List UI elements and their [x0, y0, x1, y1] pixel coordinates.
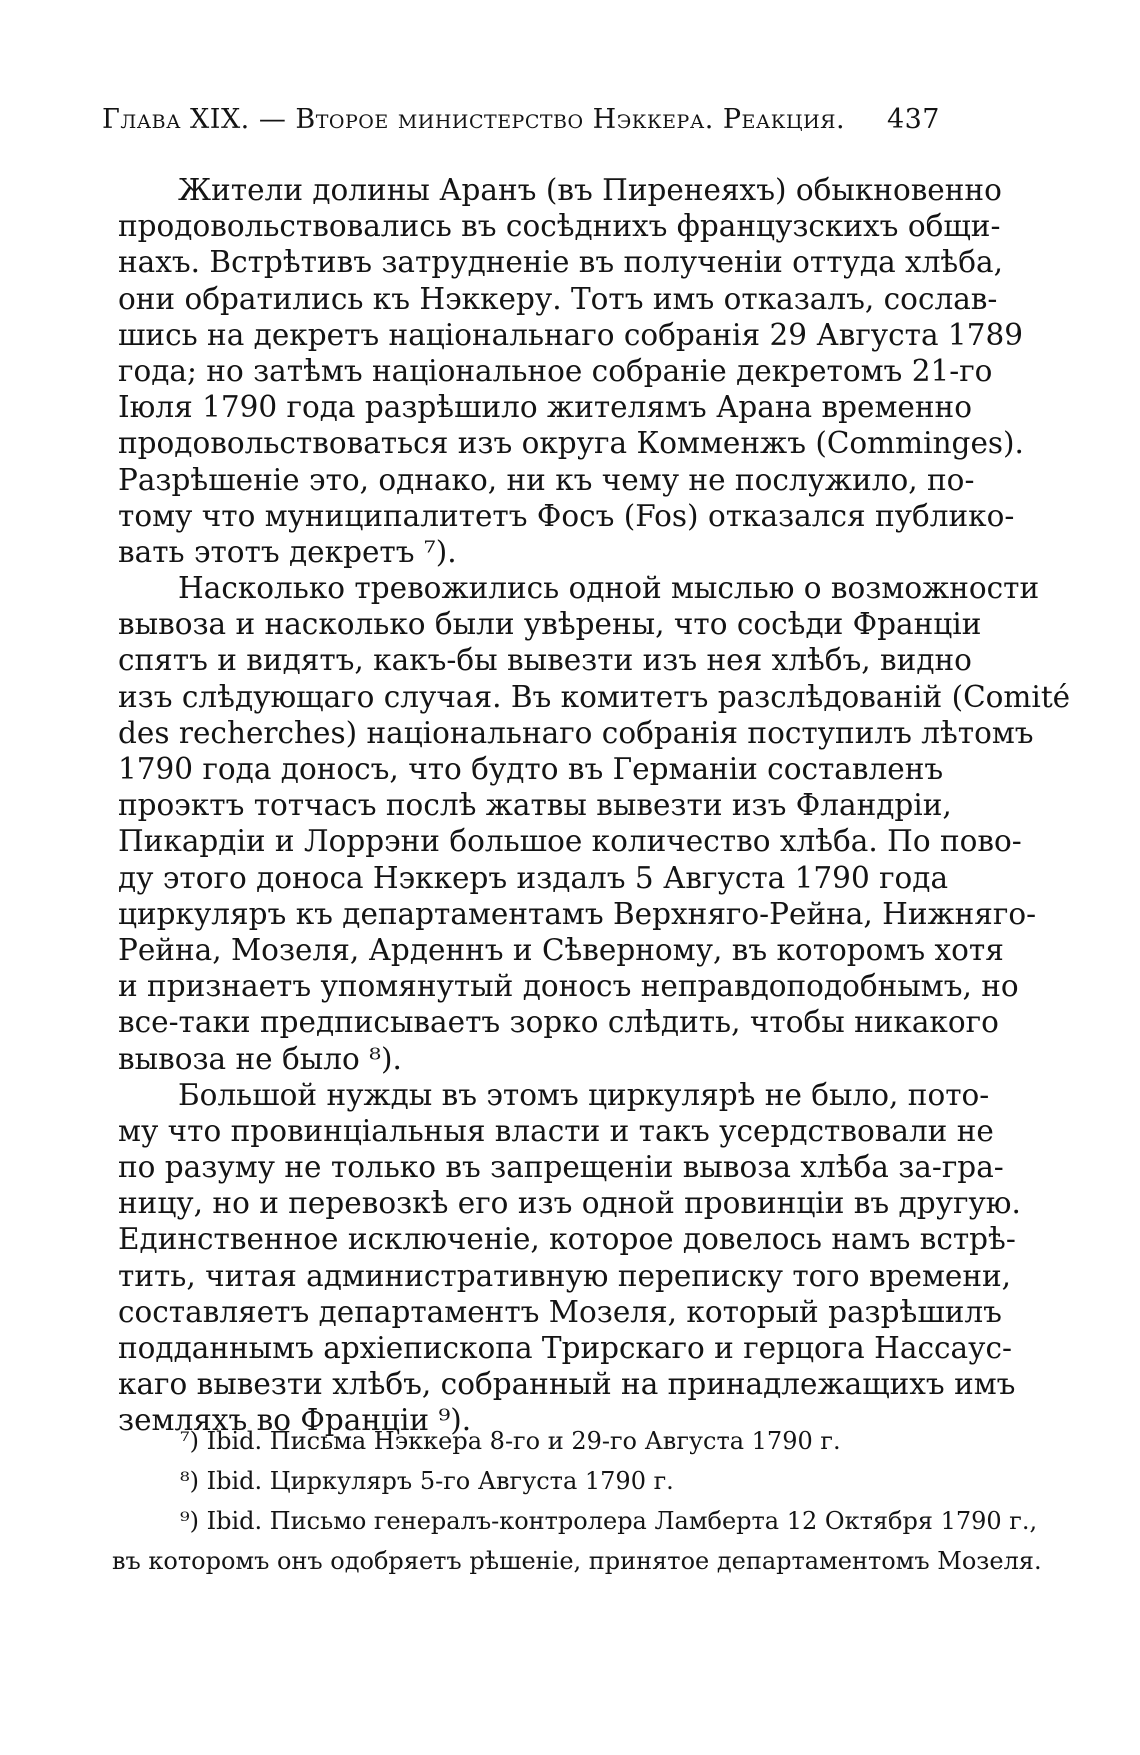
- text-line: земляхъ во Франціи ⁹).: [118, 1403, 472, 1438]
- text-line: вывоза и насколько были увѣрены, что сосѣди Франціи: [118, 607, 982, 642]
- footnote-line: ⁸) Ibid. Циркуляръ 5-го Августа 1790 г.: [180, 1467, 674, 1495]
- text-line: Единственное исключеніе, которое довелось намъ встрѣ-: [118, 1222, 1016, 1257]
- text-line: Іюля 1790 года разрѣшило жителямъ Арана временно: [118, 390, 972, 425]
- text-line: продовольствоваться изъ округа Комменжъ (Comminges).: [118, 426, 1024, 461]
- text-line: Разрѣшеніе это, однако, ни къ чему не послужило, по-: [118, 462, 975, 497]
- text-line: Пикардіи и Лоррэни большое количество хлѣба. По пово-: [118, 824, 1022, 859]
- text-line: des recherches) національнаго собранія поступилъ лѣтомъ: [118, 715, 1034, 750]
- text-line: тить, читая административную переписку того времени,: [118, 1258, 1012, 1293]
- text-line: они обратились къ Нэккеру. Тотъ имъ отказалъ, сослав-: [118, 281, 998, 316]
- page-number: 437: [886, 104, 940, 135]
- text-line: циркуляръ къ департаментамъ Верхняго-Рейна, Нижняго-: [118, 896, 1037, 931]
- text-line: Рейна, Мозеля, Арденнъ и Сѣверному, въ которомъ хотя: [118, 932, 1004, 967]
- text-line: спятъ и видятъ, какъ-бы вывезти изъ нея хлѣбъ, видно: [118, 643, 972, 678]
- text-line: нахъ. Встрѣтивъ затрудненіе въ полученіи оттуда хлѣба,: [118, 245, 1003, 280]
- text-line: года; но затѣмъ національное собраніе декретомъ 21-го: [118, 353, 993, 388]
- text-line: подданнымъ архіепископа Трирскаго и герцога Нассаус-: [118, 1331, 1012, 1365]
- text-line: му что провинціальныя власти и такъ усердствовали не: [118, 1113, 994, 1148]
- text-line: шись на декретъ національнаго собранія 29 Августа 1789: [118, 317, 1024, 352]
- text-line: и признаетъ упомянутый доносъ неправдоподобнымъ, но: [118, 969, 1019, 1004]
- text-line: Большой нужды въ этомъ циркулярѣ не было, пото-: [178, 1077, 990, 1112]
- running-head: [102, 104, 940, 144]
- chapter-header-title: Глава XIX. — Второе министерство Нэккера. Реакция.: [102, 104, 846, 135]
- text-line: ду этого доноса Нэккеръ издалъ 5 Августа 1790 года: [118, 860, 949, 895]
- body-text: [118, 172, 1071, 1439]
- text-line: Насколько тревожились одной мыслью о возможности: [178, 571, 1040, 606]
- footnotes: [112, 1421, 1042, 1581]
- text-line: вать этотъ декретъ ⁷).: [118, 534, 457, 569]
- footnote-line: ⁷) Ibid. Письма Нэккера 8-го и 29-го Августа 1790 г.: [180, 1427, 841, 1455]
- text-line: проэктъ тотчасъ послѣ жатвы вывезти изъ Фландріи,: [118, 788, 952, 823]
- text-line: все-таки предписываетъ зорко слѣдить, чтобы никакого: [118, 1005, 999, 1040]
- text-line: каго вывезти хлѣбъ, собранный на принадлежащихъ имъ: [118, 1367, 1016, 1402]
- text-line: 1790 года доносъ, что будто въ Германіи составленъ: [118, 752, 944, 786]
- footnote-line: ⁹) Ibid. Письмо генералъ-контролера Ламберта 12 Октября 1790 г.,: [180, 1507, 1038, 1535]
- text-line: вывоза не было ⁸).: [118, 1041, 402, 1076]
- footnote-line: въ которомъ онъ одобряетъ рѣшеніе, принятое департаментомъ Мозеля.: [112, 1547, 1042, 1575]
- text-line: продовольствовались въ сосѣднихъ французскихъ общи-: [118, 209, 1001, 244]
- text-line: Жители долины Аранъ (въ Пиренеяхъ) обыкновенно: [178, 173, 1002, 207]
- text-line: ницу, но и перевозкѣ его изъ одной провинціи въ другую.: [118, 1186, 1021, 1221]
- text-line: тому что муниципалитетъ Фосъ (Fos) отказался публико-: [118, 498, 1015, 533]
- text-line: изъ слѣдующаго случая. Въ комитетъ разслѣдованій (Comité: [118, 679, 1071, 714]
- text-line: по разуму не только въ запрещеніи вывоза хлѣба за-гра-: [118, 1150, 1004, 1185]
- text-line: составляетъ департаментъ Мозеля, который разрѣшилъ: [118, 1294, 1002, 1329]
